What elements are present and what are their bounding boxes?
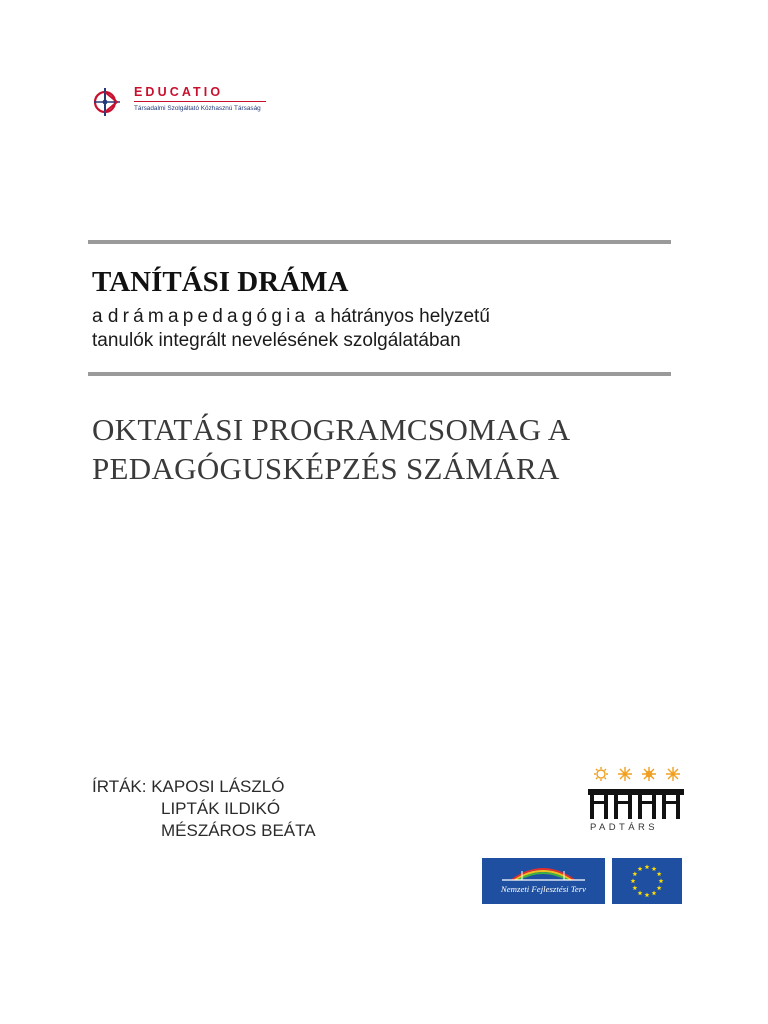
author-row-1 [92, 776, 316, 798]
eu-star [632, 871, 637, 876]
program-title-line-1: OKTATÁSI PROGRAMCSOMAG A [92, 412, 571, 447]
document-title: TANÍTÁSI DRÁMA [92, 266, 349, 298]
author-row-2 [92, 798, 316, 820]
divider-bottom [88, 372, 671, 376]
educatio-wordmark: EDUCATIO [134, 85, 224, 99]
subtitle-spaced-word: drámapedagógia [107, 306, 310, 327]
padtars-benches-icon [586, 785, 686, 821]
eu-star [652, 891, 657, 896]
rainbow-bridge-icon [482, 858, 605, 884]
authors-label: ÍRTÁK: [92, 777, 147, 796]
subtitle-prefix: a [92, 306, 108, 327]
divider-top [88, 240, 671, 244]
subtitle-suffix: a hátrányos helyzetű [309, 306, 490, 327]
program-title [92, 410, 732, 488]
eu-stars-icon [612, 858, 682, 904]
program-title-line-2: PEDAGÓGUSKÉPZÉS SZÁMÁRA [92, 451, 560, 486]
eu-star [638, 866, 643, 871]
nft-text: Nemzeti Fejlesztési Terv [500, 884, 587, 894]
eu-star [659, 878, 664, 883]
author-name: LIPTÁK ILDIKÓ [161, 799, 281, 818]
eu-star [645, 864, 650, 869]
educatio-emblem-icon [90, 84, 126, 120]
eu-star [645, 892, 650, 897]
eu-star [657, 871, 662, 876]
author-row-3 [92, 820, 316, 842]
eu-star [631, 878, 636, 883]
eu-star [652, 866, 657, 871]
educatio-rule [134, 101, 266, 102]
educatio-logo [90, 84, 290, 124]
author-name: MÉSZÁROS BEÁTA [161, 821, 316, 840]
padtars-stars-icon [592, 765, 688, 783]
eu-star [657, 885, 662, 890]
authors-block [92, 776, 316, 842]
subtitle-line-2: tanulók integrált nevelésének szolgálatában [92, 330, 461, 351]
educatio-tagline: Társadalmi Szolgáltató Közhasznú Társaság [134, 105, 261, 112]
subtitle-line-1 [92, 306, 490, 328]
padtars-logo [586, 765, 690, 837]
author-name: KAPOSI LÁSZLÓ [151, 777, 285, 796]
eu-star [632, 885, 637, 890]
eu-star [638, 891, 643, 896]
padtars-label: PADTÁRS [590, 822, 658, 833]
nft-logo [482, 858, 605, 904]
eu-flag [612, 858, 682, 904]
